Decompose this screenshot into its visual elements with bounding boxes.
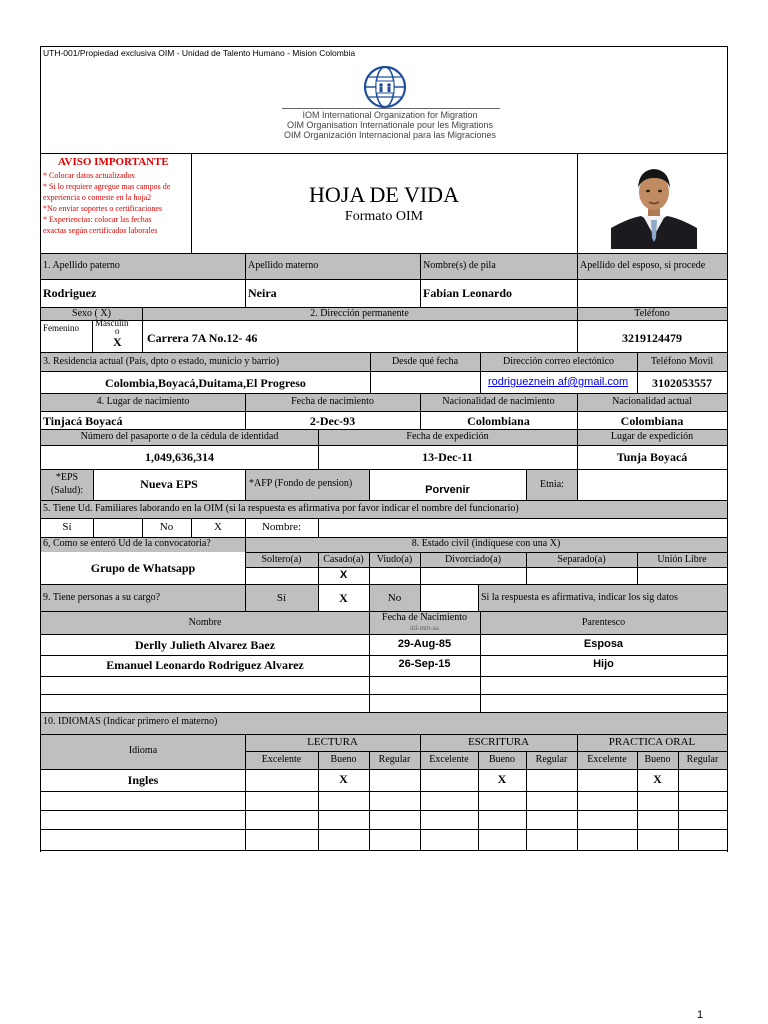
escritura-bueno-mark: X: [497, 772, 507, 786]
applicant-photo: [611, 158, 697, 249]
value-lugar-nacimiento: Tinjacá Boyacá: [43, 414, 123, 428]
sexo-mark: X: [113, 335, 122, 349]
level-regular: Regular: [535, 754, 568, 765]
value-direccion: Carrera 7A No.12- 46: [147, 331, 258, 345]
page-title: HOJA DE VIDA: [309, 182, 459, 207]
value-movil: 3102053557: [652, 376, 712, 390]
label-masculino-extra: o: [115, 326, 120, 336]
page-subtitle: Formato OIM: [344, 209, 424, 224]
header-nombre: Nombre: [188, 617, 222, 628]
label-movil: Teléfono Movil: [650, 356, 714, 367]
notice-line: * Si lo requiere agregue mas campos de: [43, 182, 171, 191]
iom-logo-icon: [362, 64, 408, 110]
value-telefono: 3219124479: [622, 331, 682, 345]
dependent-name: Derlly Julieth Alvarez Baez: [134, 638, 276, 652]
header-escritura: ESCRITURA: [467, 736, 530, 748]
value-residencia: Colombia,Boyacá,Duitama,El Progreso: [105, 376, 306, 390]
header-parentesco: Parentesco: [581, 617, 626, 628]
label-idiomas: 10. IDIOMAS (Indicar primero el materno): [43, 716, 218, 727]
value-nacionalidad-nacimiento: Colombiana: [467, 414, 530, 428]
label-documento: Número del pasaporte o de la cédula de identidad: [80, 431, 279, 442]
label-fecha-expedicion: Fecha de expedición: [406, 431, 489, 442]
level-regular: Regular: [378, 754, 411, 765]
value-apellido-materno: Neira: [248, 286, 277, 300]
label-direccion: 2. Dirección permanente: [310, 308, 409, 319]
label-apellido-materno: Apellido materno: [248, 260, 319, 271]
label-eps-salud: (Salud):: [50, 485, 84, 496]
option-separado: Separado(a): [557, 554, 606, 565]
level-bueno: Bueno: [644, 754, 671, 765]
level-bueno: Bueno: [330, 754, 357, 765]
notice-line: experiencia o conteste en la hoja2: [43, 193, 152, 202]
question-familiares: 5. Tiene Ud. Familiares laborando en la OIM (si la respuesta es afirmativa por favor indicar el nombre del funcionario): [43, 503, 519, 514]
option-union-libre: Unión Libre: [657, 554, 707, 565]
personas-cargo-mark: X: [339, 591, 348, 605]
label-nacionalidad-nacimiento: Nacionalidad de nacimiento: [442, 396, 555, 407]
notice-line: * Experiencias: colocar las fechas: [43, 215, 152, 224]
oral-bueno-mark: X: [653, 772, 662, 786]
value-nombres: Fabian Leonardo: [423, 286, 513, 300]
question-convocatoria: 6, Como se enteró Ud de la convocatoria?: [43, 538, 211, 549]
label-afp: *AFP (Fondo de pension): [249, 478, 353, 489]
page-number: 1: [697, 1009, 704, 1021]
label-nacionalidad-actual: Nacionalidad actual: [612, 396, 692, 407]
header-idioma: Idioma: [128, 745, 158, 756]
label-residencia: 3. Residencia actual (País, dpto o estado, municio y barrio): [43, 356, 280, 367]
value-nacionalidad-actual: Colombiana: [620, 414, 684, 428]
option-viudo: Viudo(a): [376, 554, 413, 565]
label-sexo: Sexo ( X): [72, 308, 111, 319]
label-nombre-funcionario: Nombre:: [261, 521, 302, 533]
lectura-bueno-mark: X: [339, 772, 348, 786]
language-name: Ingles: [127, 773, 159, 787]
header-practica-oral: PRACTICA ORAL: [608, 736, 696, 748]
label-lugar-nacimiento: 4. Lugar de nacimiento: [96, 396, 190, 407]
value-convocatoria: Grupo de Whatsapp: [90, 561, 196, 575]
notice-line: *No enviar soportes o certificaciones: [43, 204, 163, 213]
dependent-birthdate: 26-Sep-15: [398, 658, 451, 670]
org-name-es: OIM Organización Internacional para las Migraciones: [283, 130, 497, 140]
value-lugar-expedicion: Tunja Boyacá: [616, 450, 688, 464]
value-afp: Porvenir: [425, 484, 470, 496]
option-soltero: Soltero(a): [261, 554, 302, 565]
level-regular: Regular: [686, 754, 719, 765]
value-apellido-paterno: Rodriguez: [43, 286, 97, 300]
note-personas-cargo: Si la respuesta es afirmativa, indicar los sig datos: [481, 592, 678, 603]
level-excelente: Excelente: [429, 754, 469, 765]
label-etnia: Etnia:: [540, 479, 564, 490]
notice-line: * Colocar datos actualizados: [43, 171, 135, 180]
header-lectura: LECTURA: [307, 736, 358, 748]
label-no: No: [159, 521, 174, 533]
value-fecha-expedicion: 13-Dec-11: [422, 450, 473, 464]
option-casado: Casado(a): [323, 554, 364, 565]
label-apellido-esposo: Apellido del esposo, si procede: [580, 260, 706, 271]
header-fecha-hint: dd-mm-aa: [410, 624, 439, 632]
value-documento: 1,049,636,314: [145, 450, 214, 464]
dependent-name: Emanuel Leonardo Rodriguez Alvarez: [106, 658, 304, 672]
label-masculino: Masculin: [95, 318, 129, 328]
label-si-cargo: Sí: [276, 592, 287, 604]
level-excelente: Excelente: [261, 754, 302, 765]
document-code: UTH-001/Propiedad exclusiva OIM - Unidad de Talento Humano - Mision Colombia: [43, 48, 356, 58]
label-estado-civil: 8. Estado civil (indíquese con una X): [411, 538, 561, 549]
label-desde: Desde qué fecha: [391, 356, 459, 367]
notice-title: AVISO IMPORTANTE: [58, 156, 169, 168]
header-fecha-nacimiento: Fecha de Nacimiento: [382, 612, 467, 623]
option-divorciado: Divorciado(a): [444, 554, 502, 565]
org-name-en: IOM International Organization for Migration: [302, 110, 478, 120]
value-fecha-nacimiento: 2-Dec-93: [309, 414, 356, 428]
question-personas-cargo: 9. Tiene personas a su cargo?: [43, 592, 161, 603]
org-name-fr: OIM Organisation Internationale pour les Migrations: [286, 120, 494, 130]
estado-civil-mark: X: [339, 569, 348, 581]
label-nombres: Nombre(s) de pila: [423, 260, 496, 271]
label-no-cargo: No: [387, 592, 402, 604]
dependent-relationship: Hijo: [593, 658, 614, 670]
value-eps: Nueva EPS: [140, 477, 198, 491]
dependent-relationship: Esposa: [583, 638, 624, 650]
label-fecha-nacimiento: Fecha de nacimiento: [291, 396, 374, 407]
notice-line: exactas según certificados laborales: [43, 226, 158, 235]
label-eps: *EPS: [55, 472, 79, 483]
label-apellido-paterno: 1. Apellido paterno: [43, 260, 120, 271]
label-correo: Dirección correo electónico: [502, 356, 615, 367]
label-si: Sí: [62, 521, 72, 533]
dependent-birthdate: 29-Aug-85: [397, 638, 452, 650]
familiares-no-mark: X: [214, 521, 222, 533]
level-bueno: Bueno: [488, 754, 516, 765]
level-excelente: Excelente: [587, 754, 627, 765]
label-telefono: Teléfono: [634, 308, 670, 319]
label-femenino: Femenino: [43, 323, 79, 333]
label-lugar-expedicion: Lugar de expedición: [610, 431, 694, 442]
email-link[interactable]: rodrigueznein af@gmail.com: [488, 376, 629, 388]
